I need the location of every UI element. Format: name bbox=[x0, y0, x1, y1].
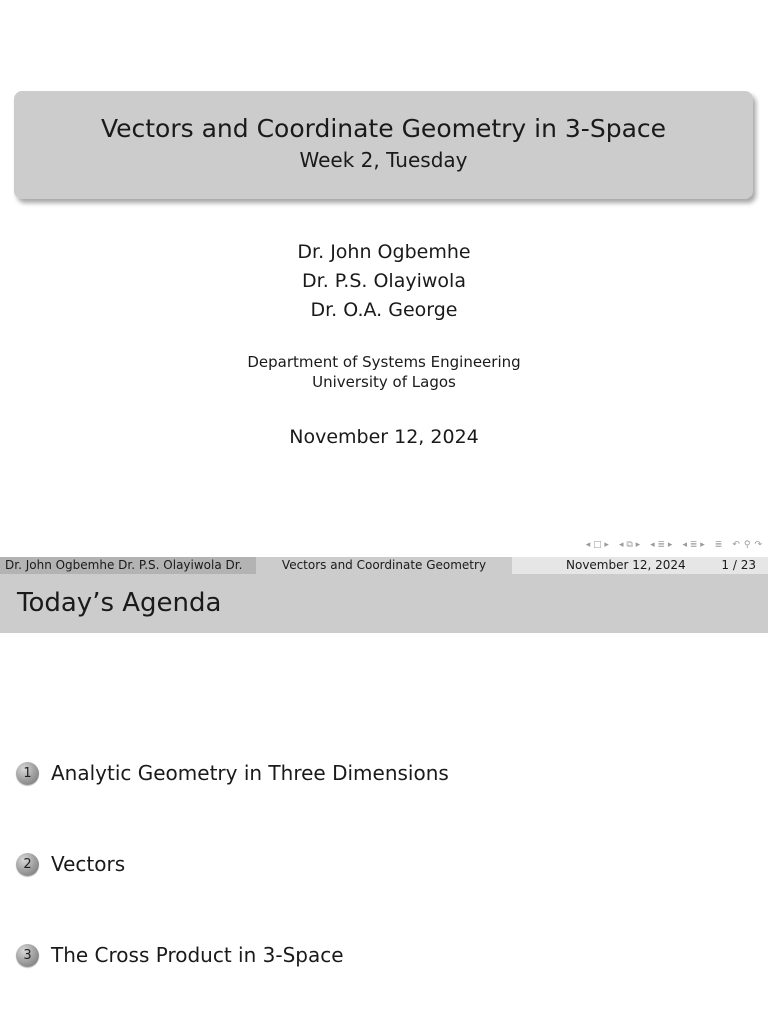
author-name: Dr. John Ogbemhe bbox=[297, 241, 471, 263]
item-number-ball: 2 bbox=[16, 853, 39, 876]
section-nav-icon[interactable]: ◂ ≣ ▸ bbox=[650, 540, 673, 550]
presentation-date: November 12, 2024 bbox=[289, 426, 479, 448]
item-number-ball: 3 bbox=[16, 944, 39, 967]
title-box bbox=[14, 91, 753, 199]
redo-icon[interactable]: ↷ bbox=[754, 540, 762, 550]
author-name: Dr. O.A. George bbox=[310, 299, 458, 321]
navigation-symbols bbox=[586, 538, 762, 552]
agenda-item-label: The Cross Product in 3-Space bbox=[51, 943, 344, 967]
agenda-item-label: Vectors bbox=[51, 852, 126, 876]
footer-title: Vectors and Coordinate Geometry bbox=[256, 557, 512, 574]
agenda-item-label: Analytic Geometry in Three Dimensions bbox=[51, 761, 449, 785]
footer-date: November 12, 2024 bbox=[566, 558, 686, 572]
author-list bbox=[0, 238, 768, 325]
toc-icon[interactable]: ≣ bbox=[714, 540, 723, 550]
subsection-nav-icon[interactable]: ◂ ⧉ ▸ bbox=[618, 540, 641, 550]
frame-nav-icon[interactable]: ◂ □ ▸ bbox=[585, 540, 609, 550]
agenda-item[interactable] bbox=[16, 851, 125, 877]
search-icon[interactable]: ⚲ bbox=[743, 540, 751, 550]
department: Department of Systems Engineering bbox=[247, 353, 521, 371]
university: University of Lagos bbox=[312, 373, 456, 391]
undo-icon[interactable]: ↶ bbox=[732, 540, 740, 550]
page-number: 1 / 23 bbox=[721, 558, 756, 572]
presentation-subtitle: Week 2, Tuesday bbox=[299, 148, 468, 172]
agenda-item[interactable] bbox=[16, 942, 344, 968]
item-number-ball: 1 bbox=[16, 762, 39, 785]
agenda-list bbox=[0, 633, 768, 1024]
frame-title: Today’s Agenda bbox=[0, 574, 768, 633]
agenda-item[interactable] bbox=[16, 760, 449, 786]
author-name: Dr. P.S. Olayiwola bbox=[302, 270, 466, 292]
institute bbox=[0, 352, 768, 392]
footer-info bbox=[512, 557, 768, 574]
presentation-title: Vectors and Coordinate Geometry in 3-Space bbox=[100, 114, 667, 143]
doc-nav-icon[interactable]: ◂ ≣ ▸ bbox=[682, 540, 705, 550]
footer-authors: Dr. John Ogbemhe Dr. P.S. Olayiwola Dr. bbox=[0, 557, 256, 574]
footline bbox=[0, 557, 768, 574]
